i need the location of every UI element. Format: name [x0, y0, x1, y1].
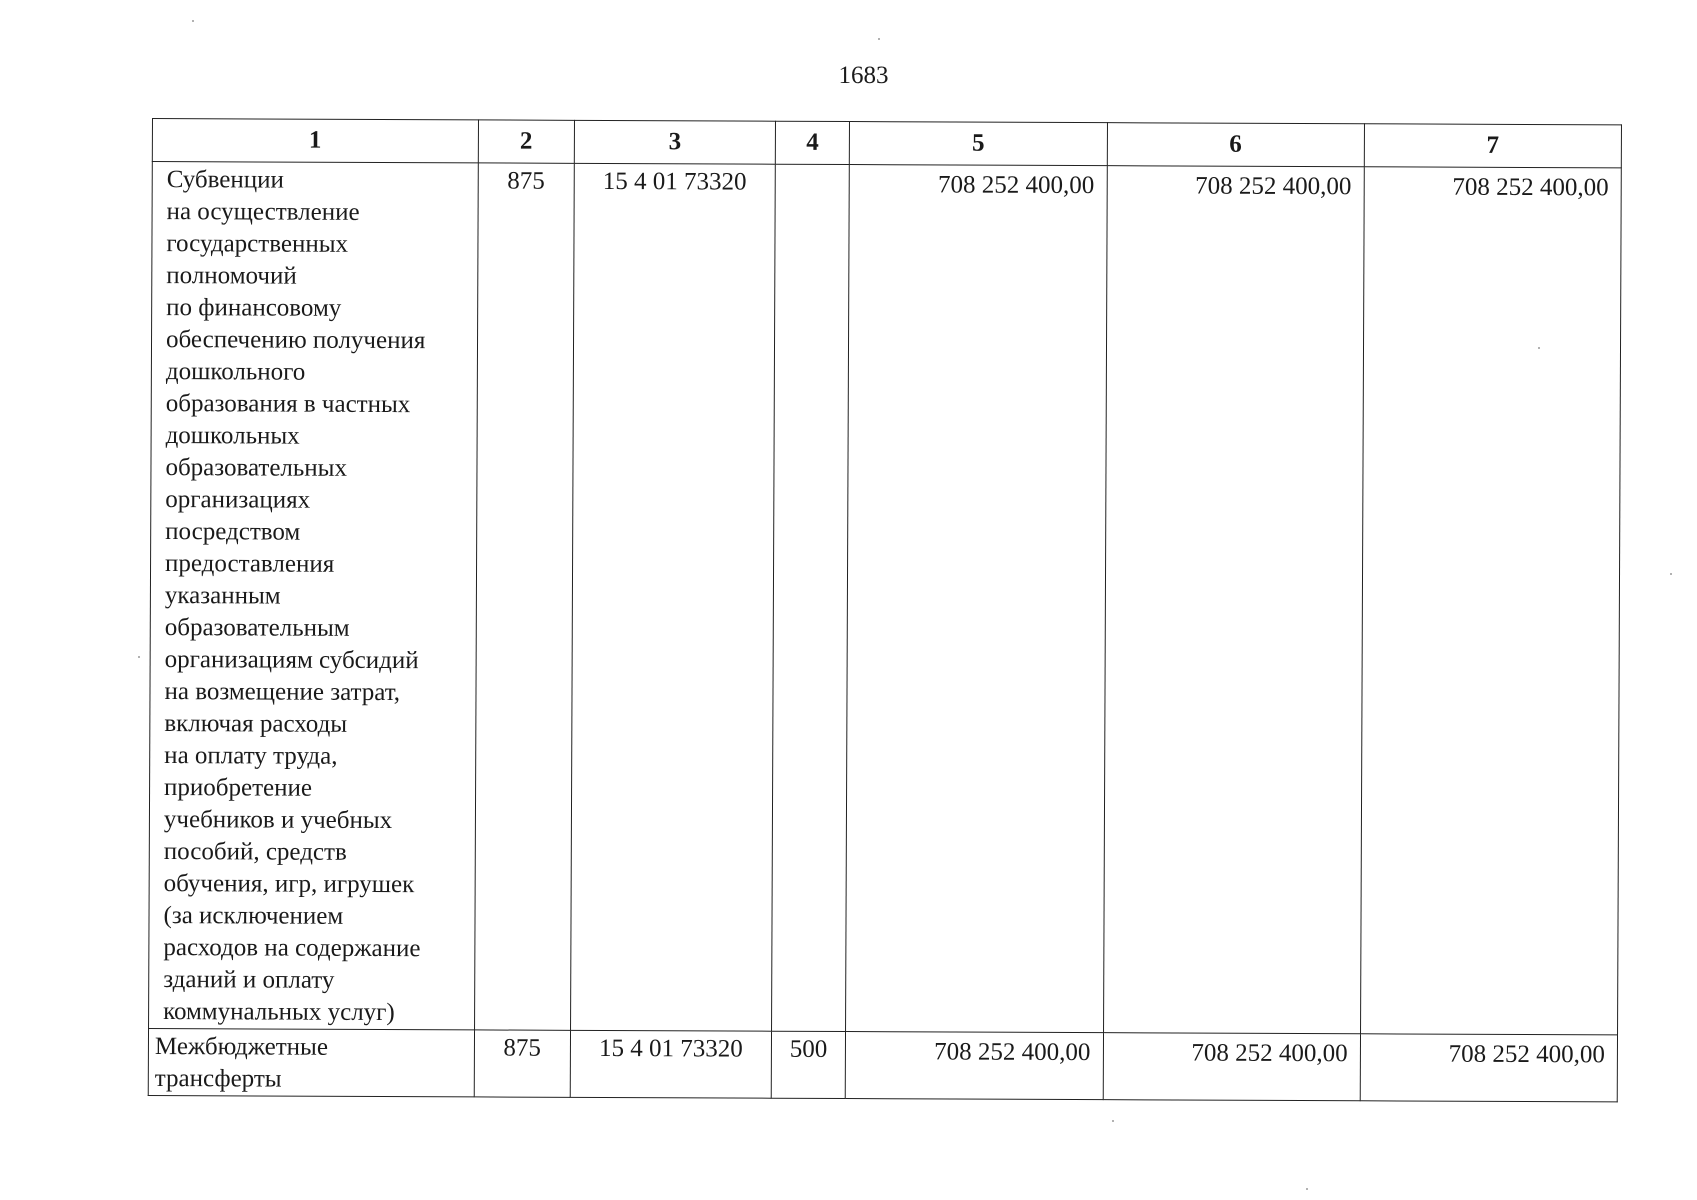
row-col4-cell: 500: [771, 1031, 846, 1098]
column-header-1: 1: [152, 119, 478, 163]
row-col6-cell: 708 252 400,00: [1103, 1033, 1361, 1101]
column-header-3: 3: [574, 120, 775, 164]
column-header-4: 4: [775, 121, 850, 164]
row-col3-cell: 15 4 01 73320: [571, 163, 776, 1031]
budget-table: [148, 118, 1622, 1102]
scan-speck: [878, 38, 880, 40]
row-name-cell: Межбюджетные трансферты: [148, 1028, 474, 1096]
row-col6-cell: 708 252 400,00: [1103, 166, 1364, 1034]
row-col7-cell: 708 252 400,00: [1360, 167, 1621, 1035]
page-number: 1683: [838, 62, 889, 89]
scan-speck: [1538, 347, 1540, 349]
row-col2-cell: 875: [474, 163, 574, 1030]
row-name-cell: Субвенции на осуществление государственных полномочий по финансовому обеспечению получения дошкольного образования в частных дошкольных образовательных организациях посредством предоставления указанным образовательным организациям субсидий на возмещение затрат, включая расходы на оплату труда, приобретение учебников и учебных пособий, средств обучения, игр, игрушек (за исключением расходов на содержание зданий и оплату коммунальных услуг): [149, 162, 478, 1030]
table-row: [148, 1028, 1617, 1101]
scan-speck: [138, 656, 140, 658]
column-header-2: 2: [478, 120, 575, 163]
scan-speck: [1670, 573, 1672, 575]
row-col7-cell: 708 252 400,00: [1360, 1034, 1618, 1102]
scan-speck: [192, 20, 194, 22]
column-header-5: 5: [850, 122, 1107, 166]
column-header-7: 7: [1364, 124, 1621, 168]
row-col5-cell: 708 252 400,00: [846, 1032, 1104, 1100]
table-row: [149, 162, 1622, 1035]
scan-speck: [1306, 1188, 1308, 1190]
row-col3-cell: 15 4 01 73320: [570, 1030, 771, 1098]
column-header-6: 6: [1107, 123, 1364, 167]
table-header-row: [152, 119, 1621, 168]
scan-speck: [1112, 1120, 1114, 1122]
row-col2-cell: 875: [474, 1030, 571, 1097]
row-col4-cell: [771, 164, 849, 1031]
row-col5-cell: 708 252 400,00: [846, 165, 1107, 1033]
